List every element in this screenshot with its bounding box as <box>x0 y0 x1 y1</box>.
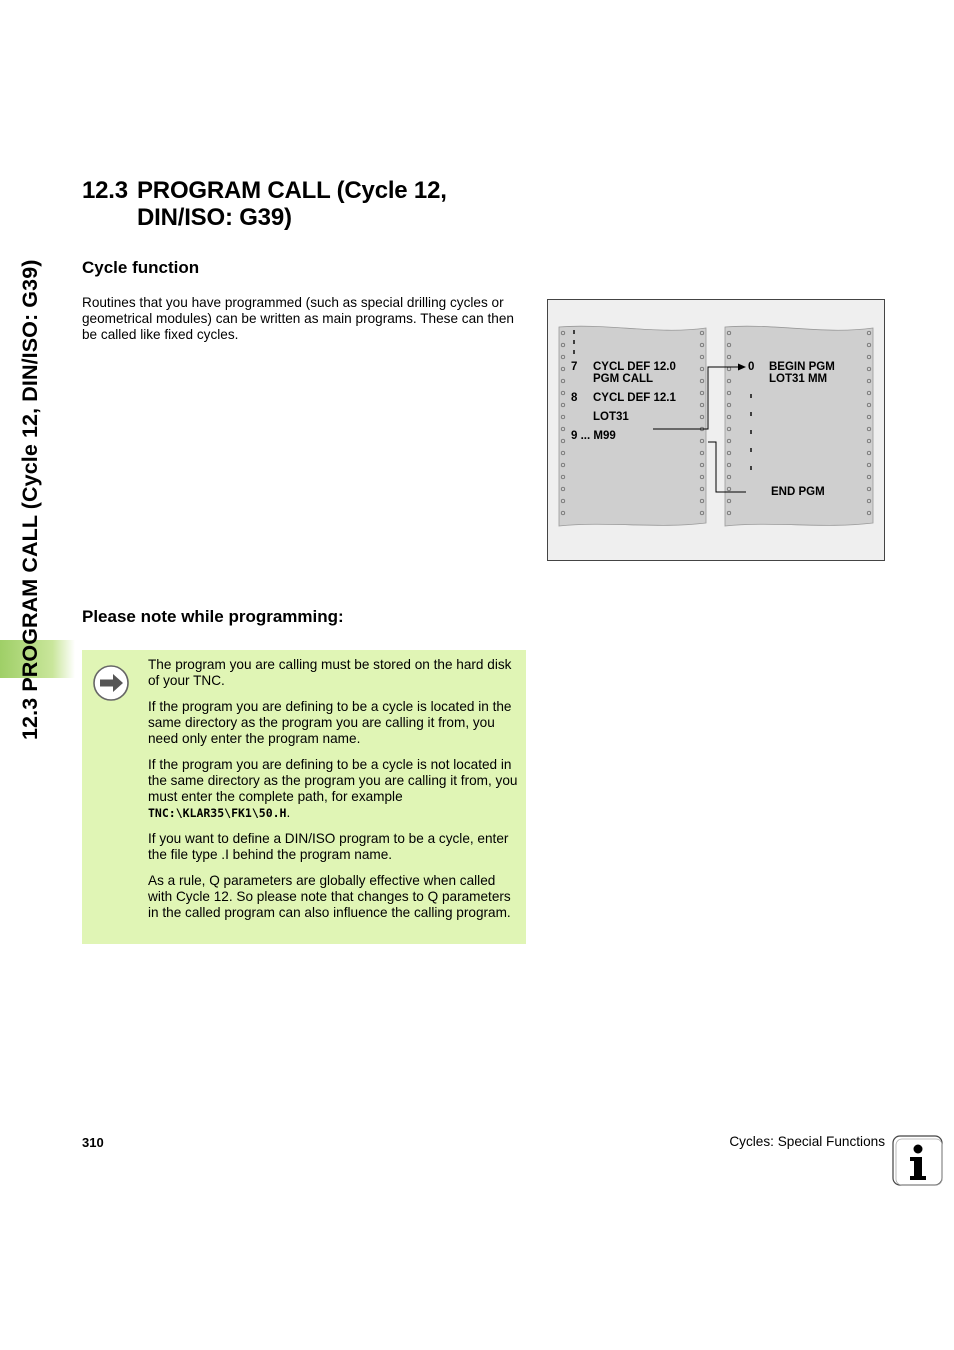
cycle-function-heading: Cycle function <box>82 258 200 277</box>
note-paragraph-1: The program you are calling must be stored on the hard disk of your TNC. <box>148 657 512 688</box>
right-line0-sub: LOT31 MM <box>769 373 828 385</box>
right-end-text: END PGM <box>771 486 825 498</box>
left-line7-text: CYCL DEF 12.0 <box>593 361 676 373</box>
left-line8-text: CYCL DEF 12.1 <box>593 392 676 404</box>
note-paragraph-3-text: If the program you are defining to be a cycle is not located in the same directory as the program you are calling it from, you must enter the complete path, for example <box>148 757 518 804</box>
section-title-line2: DIN/ISO: G39) <box>137 204 292 231</box>
note-box <box>82 650 526 944</box>
note-list <box>148 657 520 931</box>
left-line9-text: 9 ... M99 <box>571 430 616 442</box>
cycle-function-text: Routines that you have programmed (such as special drilling cycles or geometrical modules) can be written as main programs. These can then be called like fixed cycles. <box>82 295 514 342</box>
note-paragraph-3-end: . <box>286 805 291 820</box>
chapter-title: Cycles: Special Functions <box>729 1134 885 1149</box>
section-number: 12.3 <box>82 177 128 204</box>
arrow-right-icon <box>92 664 130 702</box>
note-paragraph-2: If the program you are defining to be a cycle is located in the same directory as the program you are calling it from, you need only enter the program name. <box>148 699 512 746</box>
side-running-title: 12.3 PROGRAM CALL (Cycle 12, DIN/ISO: G39) <box>18 259 42 740</box>
section-title <box>82 177 447 231</box>
note-paragraph-4: If you want to define a DIN/ISO program to be a cycle, enter the file type .I behind the program name. <box>148 831 509 862</box>
note-paragraph-3 <box>148 757 520 821</box>
right-line0-number: 0 <box>748 361 755 373</box>
left-line8-sub: LOT31 <box>593 411 629 423</box>
example-path: TNC:\KLAR35\FK1\50.H <box>148 806 287 820</box>
left-line7-number: 7 <box>571 361 578 373</box>
right-line0-text: BEGIN PGM <box>769 361 835 373</box>
note-paragraph-5: As a rule, Q parameters are globally effective when called with Cycle 12. So please note that changes to Q parameters in the called program can also influence the calling program. <box>148 873 511 920</box>
left-line8-number: 8 <box>571 392 578 404</box>
page-number: 310 <box>82 1135 104 1150</box>
program-call-figure <box>547 299 885 561</box>
section-title-line1: PROGRAM CALL (Cycle 12, <box>137 177 447 204</box>
left-line7-sub: PGM CALL <box>593 373 654 385</box>
info-icon <box>892 1135 944 1187</box>
notes-heading: Please note while programming: <box>82 607 344 626</box>
